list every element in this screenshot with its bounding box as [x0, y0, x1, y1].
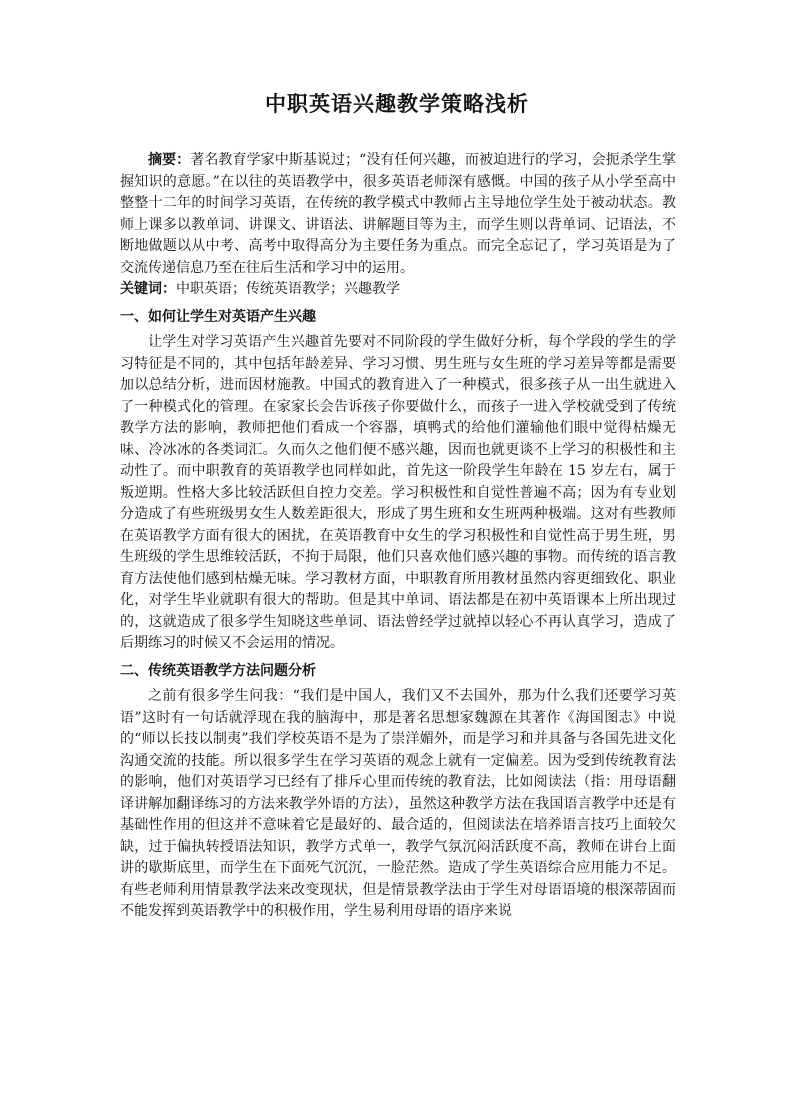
document-body — [120, 150, 676, 923]
section-1-heading: 一、如何让学生对英语产生兴趣 — [120, 308, 316, 325]
section-2-heading: 二、传统英语教学方法问题分析 — [120, 662, 316, 679]
document-title: 中职英语兴趣教学策略浅析 — [265, 92, 529, 116]
section-1-paragraph: 让学生对学习英语产生兴趣首先要对不同阶段的学生做好分析，每个学段的学生的学习特征是不同的，其中包括年龄差异、学习习惯、男生班与女生班的学习差异等都是需要加以总结分析，进而因材施教。中国式的教育进入了一种模式，很多孩子从一出生就进入了一种模式化的管理。在家家长会告诉孩子你要做什么，而孩子一进入学校就受到了传统教学方法的影响，教师把他们看成一个容器，填鸭式的给他们灌输他们眼中觉得枯燥无味、冷冰冰的各类词汇。久而久之他们便不感兴趣，因而也就更谈不上学习的积极性和主动性了。而中职教育的英语教学也同样如此，首先这一阶段学生年龄在 15 岁左右，属于叛逆期。性格大多比较活跃但自控力交差。学习积极性和自觉性普遍不高；因为有专业划分造成了有些班级男女生人数差距很大，形成了男生班和女生班两种极端。这对有些教师在英语教学方面有很大的困扰，在英语教育中女生的学习积极性和自觉性高于男生班，男生班级的学生思维较活跃，不拘于局限，他们只喜欢他们感兴趣的事物。而传统的语言教育方法使他们感到枯燥无味。学习教材方面，中职教育所用教材虽然内容更细致化、职业化，对学生毕业就职有很大的帮助。但是其中单词、语法都是在初中英语课本上所出现过的，这就造成了很多学生知晓这些单词、语法曾经学过就掉以轻心不再认真学习，造成了后期练习的时候又不会运用的情况。 — [120, 334, 676, 651]
abstract-text: 著名教育学家中斯基说过；“没有任何兴趣，而被迫进行的学习，会扼杀学生掌握知识的意愿。”在以往的英语教学中，很多英语老师深有感慨。中国的孩子从小学至高中整整十二年的时间学习英语，在传统的教学模式中教师占主导地位学生处于被动状态。教师上课多以教单词、讲课文、讲语法、讲解题目等为主，而学生则以背单词、记语法，不断地做题以从中考、高考中取得高分为主要任务为重点。而完全忘记了，学习英语是为了交流传递信息乃至在往后生活和学习中的运用。 — [120, 152, 677, 276]
abstract-paragraph — [120, 150, 676, 279]
keywords-text: 中职英语；传统英语教学；兴趣教学 — [176, 281, 400, 297]
keywords-label: 关键词： — [120, 281, 176, 297]
abstract-label: 摘要： — [148, 152, 191, 168]
keywords-line — [120, 279, 676, 301]
section-2-paragraph: 之前有很多学生问我：“我们是中国人，我们又不去国外，那为什么我们还要学习英语”这时有一句话就浮现在我的脑海中，那是著名思想家魏源在其著作《海国图志》中说的“师以长技以制夷”我们学校英语不是为了崇洋媚外，而是学习和并具备与各国先进文化沟通交流的技能。所以很多学生在学习英语的观念上就有一定偏差。因为受到传统教育法的影响，他们对英语学习已经有了排斥心里而传统的教育法，比如阅读法（指：用母语翻译讲解加翻译练习的方法来教学外语的方法），虽然这种教学方法在我国语言教学中还是有基础性作用的但这并不意味着它是最好的、最合适的，但阅读法在培养语言技巧上面较欠缺，过于偏执转授语法知识，教学方式单一，教学气氛沉闷活跃度不高，教师在讲台上面讲的歇斯底里，而学生在下面死气沉沉，一脸茫然。造成了学生英语综合应用能力不足。有些老师利用情景教学法来改变现状，但是情景教学法由于学生对母语语境的根深蒂固而不能发挥到英语教学中的积极作用，学生易利用母语的语序来说 — [120, 688, 676, 919]
